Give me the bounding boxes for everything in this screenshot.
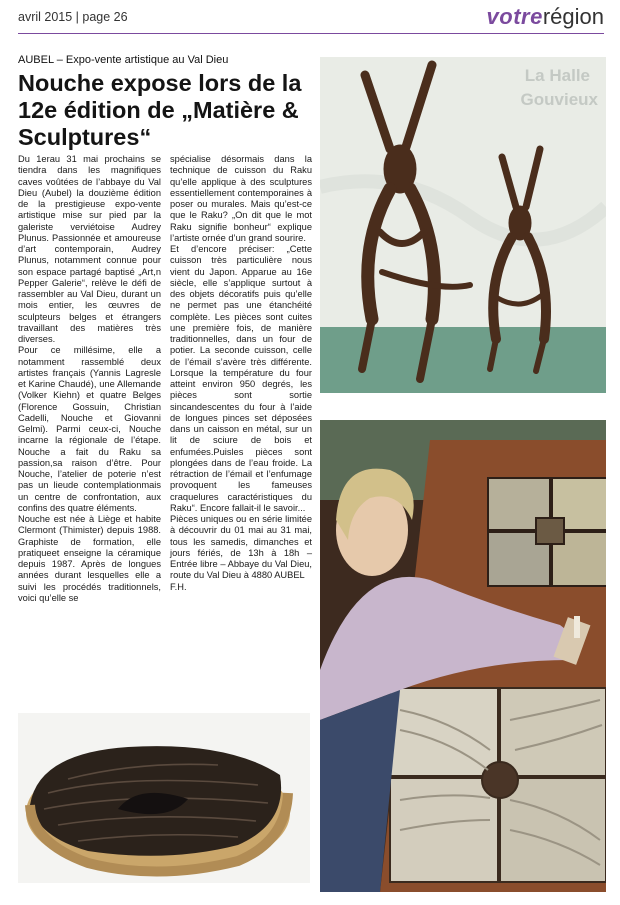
col1-paragraph: Nouche est née à Liège et habite Clermont (Thimister) depuis 1988. Graphiste de formation, elle pratiqueet enseigne la céramique depuis 1987. Après de longues années durant lesquelles elle a suivi les procédés traditionnels, voici qu’elle se bbox=[18, 514, 161, 603]
article-column-1 bbox=[18, 154, 161, 604]
photo-artist-with-tiles bbox=[320, 420, 606, 892]
col1-paragraph: Du 1erau 31 mai prochains se tiendra dans les magnifiques caves voûtées de l’abbaye du Val Dieu (Aubel) la douzième édition de la prestigieuse expo-vente artistique mise sur pied par la galeriste verviétoise Audrey Plunus. Passionnée et amoureuse d’art contemporain, Audrey Plunus, notamment connue pour son espace partagé baptisé „Art,n Pepper Galerie“, relève le défi de rassembler au Val Dieu, durant un mois entier, les œuvres de sculpteurs belges et étrangers travaillant des matières très diverses. bbox=[18, 154, 161, 344]
article-column-2 bbox=[170, 154, 312, 593]
brand-region: région bbox=[542, 4, 604, 29]
article-headline: Nouche expose lors de la 12e édition de „Matière & Sculptures“ bbox=[18, 70, 302, 150]
header-issue: avril 2015 | page 26 bbox=[18, 10, 128, 24]
article-kicker: AUBEL – Expo-vente artistique au Val Dieu bbox=[18, 54, 229, 66]
header-brand bbox=[487, 4, 604, 30]
photo1-bg-text: La Halle bbox=[524, 66, 590, 85]
header-rule bbox=[18, 33, 604, 34]
photo-raku-bowl bbox=[18, 713, 310, 883]
photo1-bg-text: Gouvieux bbox=[520, 90, 598, 109]
col1-paragraph: Pour ce millésime, elle a notamment rassemblé deux artistes français (Yannis Lagresle et Karine Chaudé), une Allemande (Volker Kiehn) et quatre Belges (Florence Gossuin, Christian Cadelli, Nouche et Giovanni Gelmi). Parmi ceux-ci, Nouche incarne la régionale de l’étape. Nouche a fait du Raku sa passion,sa raison d’être. Pour Nouche, l’atelier de poterie n’est pas un lieude contemplationmais un centre de confrontation, aux confins des quatre éléments. bbox=[18, 345, 161, 513]
col2-signature: F.H. bbox=[170, 581, 187, 592]
photo-hare-sculptures bbox=[320, 57, 606, 393]
col2-paragraph: Pièces uniques ou en série limitée à découvrir du 01 mai au 31 mai, tous les samedis, dimanches et jours fériés, de 13h à 18h – Entrée libre – Abbaye du Val Dieu, route du Val Dieu à 4880 AUBEL bbox=[170, 514, 312, 581]
col2-paragraph: Et d’encore préciser: „Cette cuisson très particulière nous vient du Japon. Apparue au 16e siècle, elle s’applique surtout à des objets décoratifs puis qu’elle ne permet pas une étanchéité complète. Les pièces sont cuites une première fois, de manière traditionnelles, dans un four de potier. La seconde cuisson, celle de l’émail s’avère très différente. Lorsque la température du four atteint environ 950 degrés, les pièces sont sortie sincandescentes du four à l’aide de longues pinces set déposées dans un caisson en métal, sur un lit de sciure de bois et enfumées.Puisles pièces sont plongées dans de l’eau froide. La rétraction de l’émail et l’enfumage provoquent les fameuses craquelures caractéristiques du Raku“. Encore fallait-il le savoir... bbox=[170, 244, 312, 513]
col2-paragraph: spécialise désormais dans la technique de cuisson du Raku qu’elle applique à des sculptures essentiellement contemporaines à poser ou murales. Mais qu’est-ce que le Raku? „On dit que le mot Raku signifie bonheur“ explique l’artiste ornée d’un grand sourire. bbox=[170, 154, 312, 243]
brand-votre: votre bbox=[486, 4, 543, 29]
